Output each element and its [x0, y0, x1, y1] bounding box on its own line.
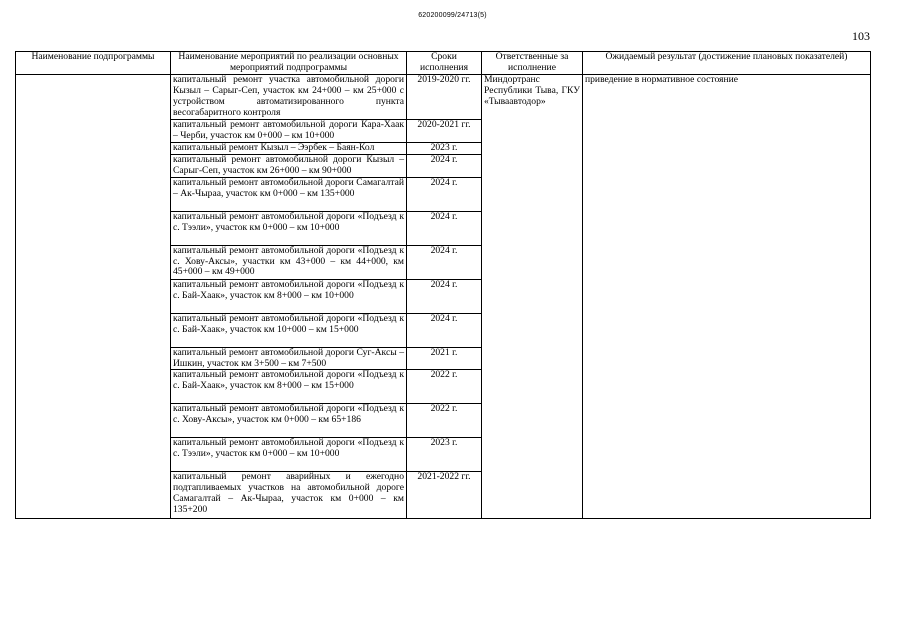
table-body	[16, 75, 871, 519]
page-number: 103	[852, 29, 870, 43]
activity-cell: капитальный ремонт автомобильной дороги «Подъезд к с. Хову-Аксы», участок км 0+000 – км 65+186	[171, 404, 407, 438]
dates-cell: 2021 г.	[407, 347, 482, 370]
table-row	[16, 75, 871, 120]
dates-cell: 2024 г.	[407, 154, 482, 177]
activity-cell: капитальный ремонт автомобильной дороги Кызыл – Сарыг-Сеп, участок км 26+000 – км 90+000	[171, 154, 407, 177]
activity-cell: капитальный ремонт автомобильной дороги «Подъезд к с. Бай-Хаак», участок км 8+000 – км 10+000	[171, 279, 407, 313]
activity-cell: капитальный ремонт автомобильной дороги «Подъезд к с. Хову-Аксы», участки км 43+000 – км 44+000, км 45+000 – км 49+000	[171, 245, 407, 279]
activity-cell: капитальный ремонт автомобильной дороги Суг-Аксы – Ишкин, участок км 3+500 – км 7+500	[171, 347, 407, 370]
header-responsible: Ответственные за исполнение	[482, 52, 583, 75]
dates-cell: 2019-2020 гг.	[407, 75, 482, 120]
dates-cell: 2020-2021 гг.	[407, 120, 482, 143]
header-dates: Сроки исполнения	[407, 52, 482, 75]
activity-cell: капитальный ремонт автомобильной дороги «Подъезд к с. Бай-Хаак», участок км 10+000 – км 15+000	[171, 313, 407, 347]
activities-table	[15, 51, 871, 519]
document-id: 620200099/24713(5)	[418, 12, 487, 19]
dates-cell: 2024 г.	[407, 279, 482, 313]
activity-cell: капитальный ремонт автомобильной дороги Кара-Хаак – Черби, участок км 0+000 – км 10+000	[171, 120, 407, 143]
dates-cell: 2023 г.	[407, 142, 482, 154]
activity-cell: капитальный ремонт автомобильной дороги «Подъезд к с. Тээли», участок км 0+000 – км 10+000	[171, 211, 407, 245]
header-activity: Наименование мероприятий по реализации основных мероприятий подпрограммы	[171, 52, 407, 75]
activity-cell: капитальный ремонт автомобильной дороги «Подъезд к с. Бай-Хаак», участок км 8+000 – км 15+000	[171, 370, 407, 404]
dates-cell: 2022 г.	[407, 370, 482, 404]
dates-cell: 2024 г.	[407, 313, 482, 347]
dates-cell: 2023 г.	[407, 438, 482, 472]
activity-cell: капитальный ремонт Кызыл – Ээрбек – Баян-Кол	[171, 142, 407, 154]
dates-cell: 2024 г.	[407, 245, 482, 279]
dates-cell: 2024 г.	[407, 177, 482, 211]
result-cell: приведение в нормативное состояние	[583, 75, 871, 519]
activity-cell: капитальный ремонт автомобильной дороги Самагалтай – Ак-Чыраа, участок км 0+000 – км 135+000	[171, 177, 407, 211]
subprogram-cell	[16, 75, 171, 519]
dates-cell: 2022 г.	[407, 404, 482, 438]
dates-cell: 2024 г.	[407, 211, 482, 245]
header-subprogram: Наименование подпрограммы	[16, 52, 171, 75]
dates-cell: 2021-2022 гг.	[407, 472, 482, 519]
activity-cell: капитальный ремонт аварийных и ежегодно подтапливаемых участков на автомобильной дороге Самагалтай – Ак-Чыраа, участок км 0+000 – км 135+200	[171, 472, 407, 519]
responsible-cell: Миндортранс Республики Тыва, ГКУ «Тываавтодор»	[482, 75, 583, 519]
activity-cell: капитальный ремонт участка автомобильной дороги Кызыл – Сарыг-Сеп, участок км 24+000 – км 25+000 с устройством автоматизированного пункта весогабаритного контроля	[171, 75, 407, 120]
table-header-row	[16, 52, 871, 75]
activity-cell: капитальный ремонт автомобильной дороги «Подъезд к с. Тээли», участок км 0+000 – км 10+000	[171, 438, 407, 472]
header-result: Ожидаемый результат (достижение плановых показателей)	[583, 52, 871, 75]
